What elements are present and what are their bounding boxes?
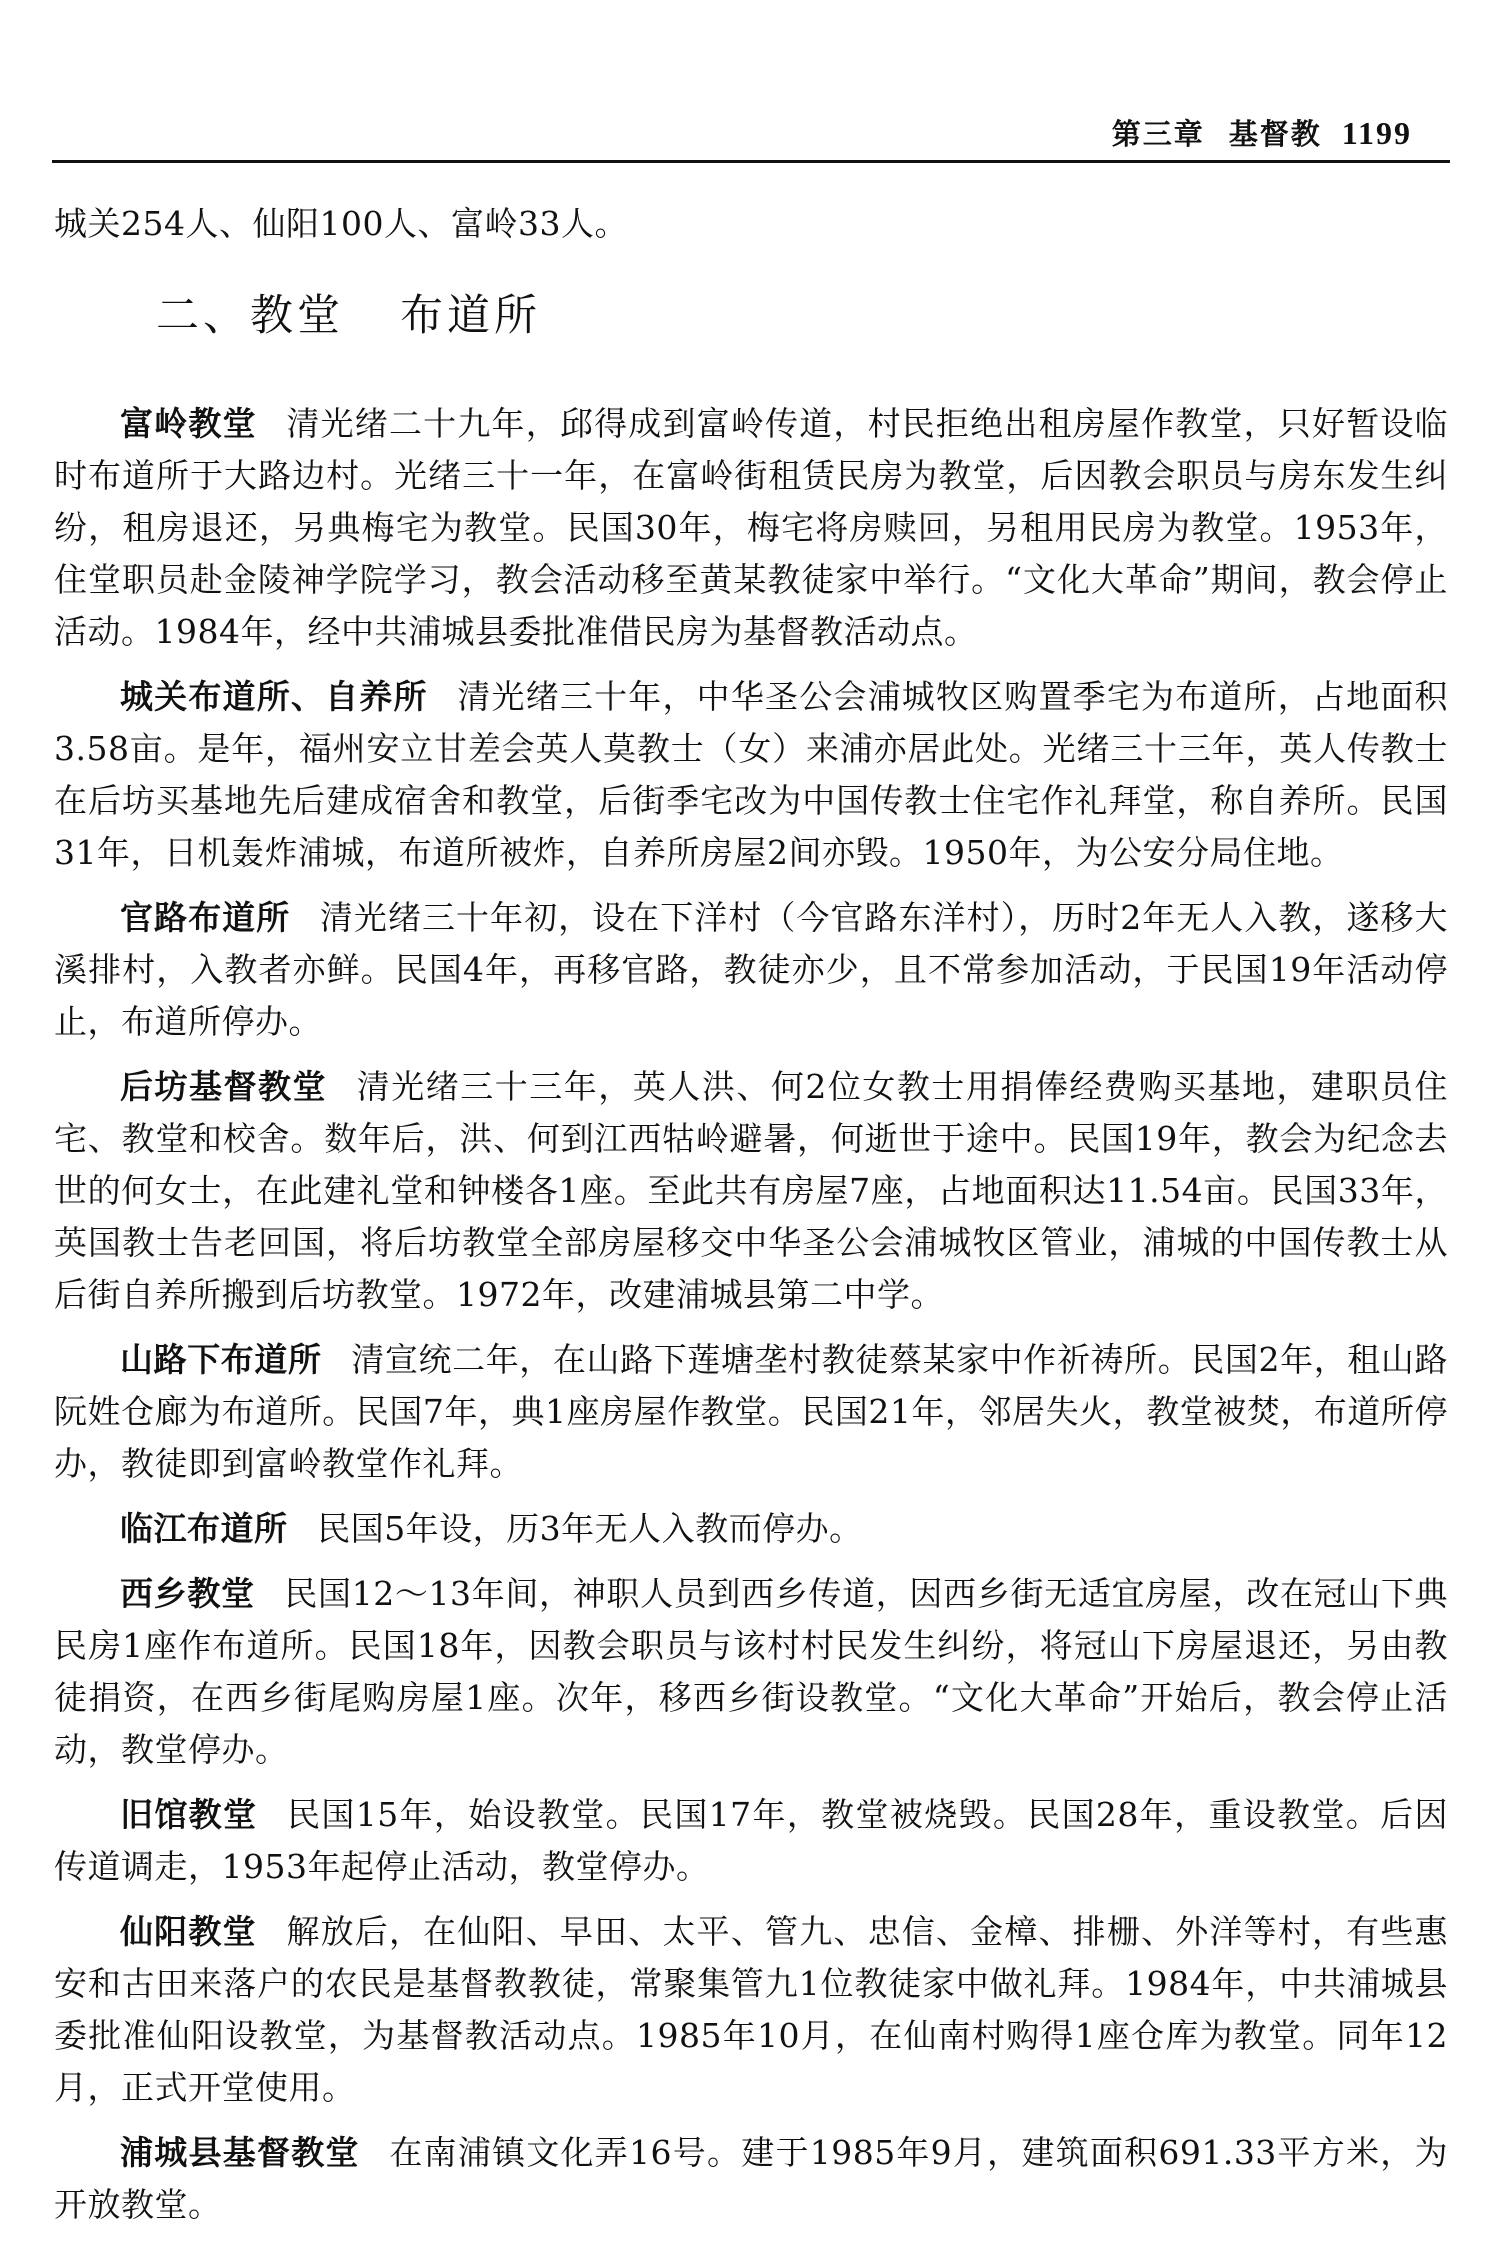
entry-text: 清光绪三十年初，设在下洋村（今官路东洋村），历时2年无人入教，遂移大溪排村，入教者亦鲜。民国4年，再移官路，教徒亦少，且不常参加活动，于民国19年活动停止，布道所停办。 (54, 898, 1449, 1041)
header-rule (52, 160, 1450, 163)
entry-text: 民国5年设，历3年无人入教而停办。 (317, 1509, 863, 1548)
entry-paragraph (54, 1568, 1448, 1776)
entry-term: 城关布道所、自养所 (120, 677, 428, 716)
entry-text: 民国12～13年间，神职人员到西乡传道，因西乡街无适宜房屋，改在冠山下典民房1座作布道所。民国18年，因教会职员与该村村民发生纠纷，将冠山下房屋退还，另由教徒捐资，在西乡街尾购房屋1座。次年，移西乡街设教堂。“文化大革命”开始后，教会停止活动，教堂停办。 (54, 1574, 1449, 1769)
entry-text: 解放后，在仙阳、早田、太平、管九、忠信、金樟、排栅、外洋等村，有些惠安和古田来落户的农民是基督教教徒，常聚集管九1位教徒家中做礼拜。1984年，中共浦城县委批准仙阳设教堂，为基督教活动点。1985年10月，在仙南村购得1座仓库为教堂。同年12月，正式开堂使用。 (54, 1912, 1449, 2107)
entry-paragraph (54, 1503, 1448, 1555)
running-header (1112, 112, 1412, 153)
entry-paragraph (54, 1789, 1448, 1893)
header-chapter: 第三章 (1111, 117, 1205, 151)
entry-paragraph (54, 1334, 1448, 1490)
entry-text: 清光绪三十年，中华圣公会浦城牧区购置季宅为布道所，占地面积3.58亩。是年，福州安立甘差会英人莫教士（女）来浦亦居此处。光绪三十三年，英人传教士在后坊买基地先后建成宿舍和教堂，后街季宅改为中国传教士住宅作礼拜堂，称自养所。民国31年，日机轰炸浦城，布道所被炸，自养所房屋2间亦毁。1950年，为公安分局住地。 (54, 677, 1449, 872)
entry-term: 西乡教堂 (120, 1574, 255, 1613)
page-number: 1199 (1341, 115, 1412, 151)
header-section: 基督教 (1228, 117, 1322, 151)
entry-text: 清光绪二十九年，邱得成到富岭传道，村民拒绝出租房屋作教堂，只好暂设临时布道所于大路边村。光绪三十一年，在富岭街租赁民房为教堂，后因教会职员与房东发生纠纷，租房退还，另典梅宅为教堂。民国30年，梅宅将房赎回，另租用民房为教堂。1953年，住堂职员赴金陵神学院学习，教会活动移至黄某教徒家中举行。“文化大革命”期间，教会停止活动。1984年，经中共浦城县委批准借民房为基督教活动点。 (54, 404, 1449, 651)
entry-paragraph (54, 1061, 1448, 1321)
entry-paragraph (54, 892, 1448, 1048)
section-heading (156, 286, 1448, 346)
entry-text: 清宣统二年，在山路下莲塘垄村教徒蔡某家中作祈祷所。民国2年，租山路阮姓仓廊为布道所。民国7年，典1座房屋作教堂。民国21年，邻居失火，教堂被焚，布道所停办，教徒即到富岭教堂作礼拜。 (54, 1340, 1449, 1483)
entry-term: 山路下布道所 (120, 1340, 322, 1379)
entry-term: 旧馆教堂 (120, 1795, 258, 1834)
entry-paragraph (54, 671, 1448, 879)
entry-text: 清光绪三十三年，英人洪、何2位女教士用捐俸经费购买基地，建职员住宅、教堂和校舍。数年后，洪、何到江西牯岭避暑，何逝世于途中。民国19年，教会为纪念去世的何女士，在此建礼堂和钟楼各1座。至此共有房屋7座，占地面积达11.54亩。民国33年，英国教士告老回国，将后坊教堂全部房屋移交中华圣公会浦城牧区管业，浦城的中国传教士从后街自养所搬到后坊教堂。1972年，改建浦城县第二中学。 (54, 1067, 1449, 1314)
entry-paragraph (54, 1906, 1448, 2114)
entry-text: 民国15年，始设教堂。民国17年，教堂被烧毁。民国28年，重设教堂。后因传道调走，1953年起停止活动，教堂停办。 (54, 1795, 1448, 1886)
entry-paragraph (54, 398, 1448, 658)
section-heading-sub: 布道所 (400, 291, 541, 341)
entry-term: 仙阳教堂 (120, 1912, 257, 1951)
entry-term: 官路布道所 (120, 898, 291, 937)
continuation-paragraph: 城关254人、仙阳100人、富岭33人。 (54, 204, 628, 243)
section-heading-main: 二、教堂 (156, 291, 344, 341)
entry-term: 富岭教堂 (120, 404, 257, 443)
entry-term: 后坊基督教堂 (120, 1067, 328, 1106)
body-text (54, 198, 1448, 2244)
entry-term: 临江布道所 (120, 1509, 288, 1548)
entry-term: 浦城县基督教堂 (120, 2133, 360, 2172)
entry-text: 在南浦镇文化弄16号。建于1985年9月，建筑面积691.33平方米，为开放教堂。 (54, 2133, 1449, 2224)
entry-paragraph (54, 2127, 1448, 2231)
